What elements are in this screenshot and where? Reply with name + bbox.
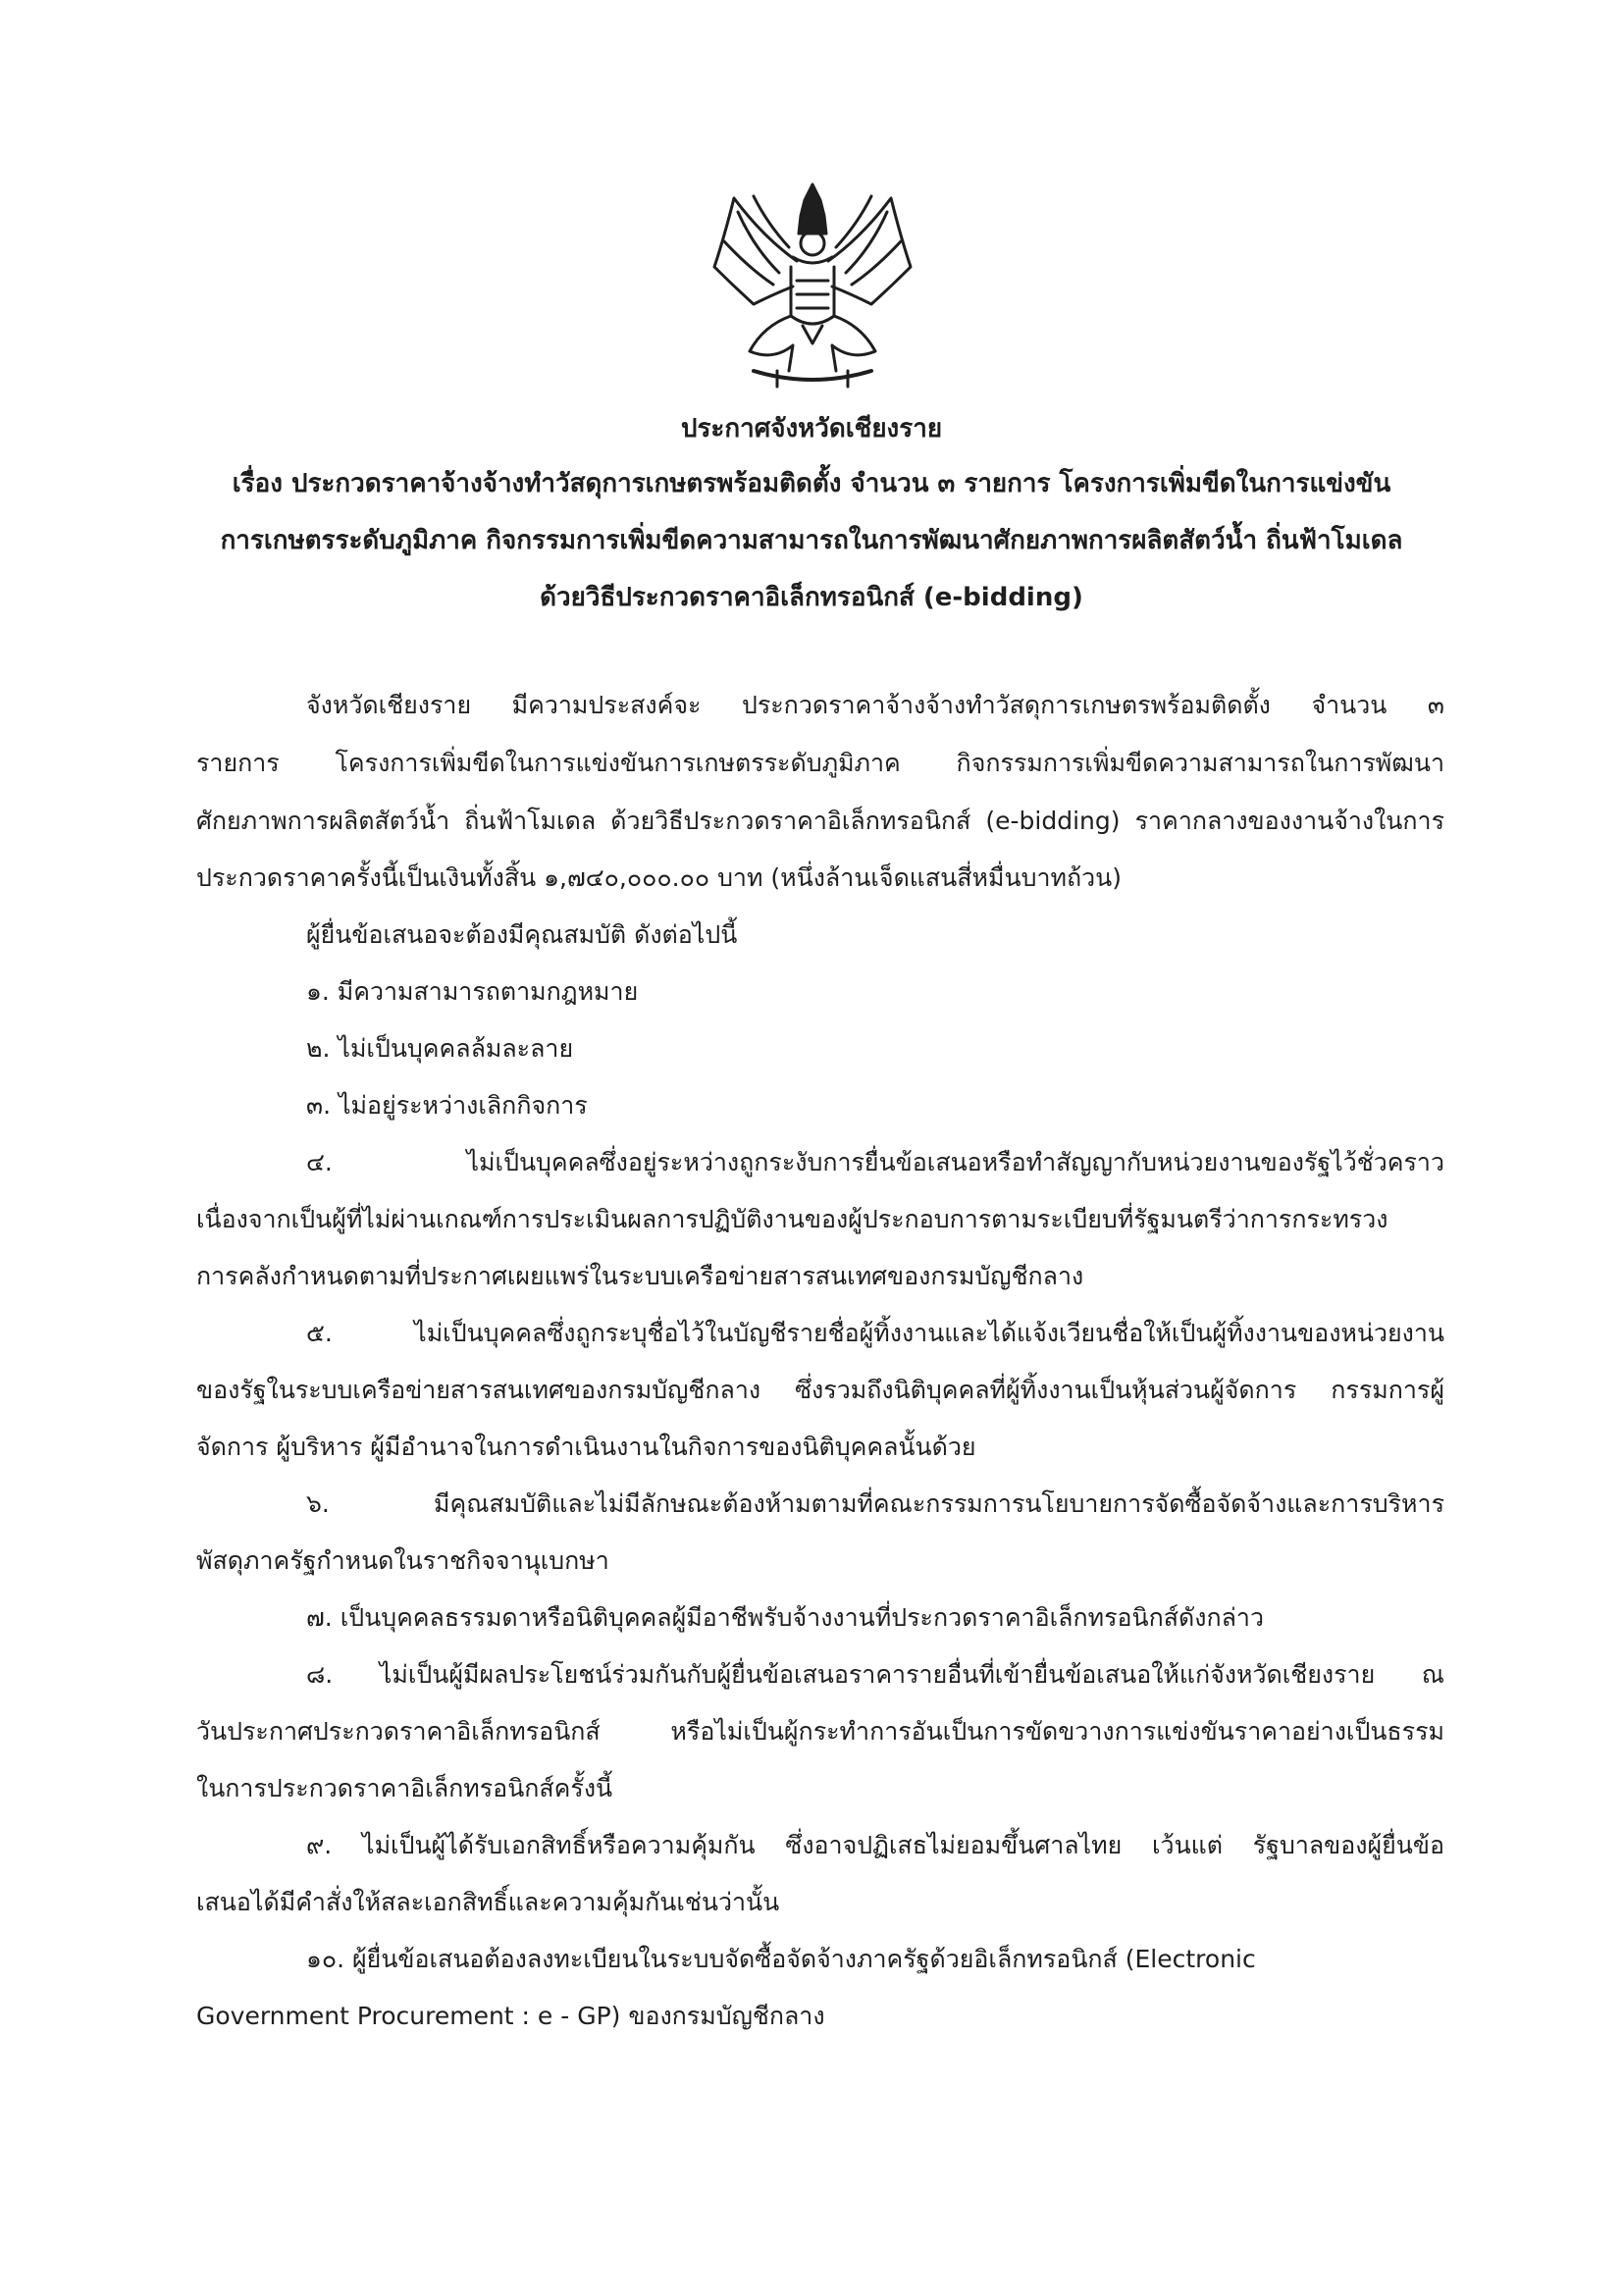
qualification-item: การคลังกำหนดตามที่ประกาศเผยแพร่ในระบบเครือข่ายสารสนเทศของกรมบัญชีกลาง <box>196 1262 1084 1290</box>
intro-line: ศักยภาพการผลิตสัตว์น้ำ ถิ่นฟ้าโมเดล ด้วยวิธีประกวดราคาอิเล็กทรอนิกส์ (e-bidding) ราคากลางของงานจ้างในการ <box>196 807 1444 835</box>
qualification-item: พัสดุภาครัฐกำหนดในราชกิจจานุเบกษา <box>196 1546 609 1575</box>
qualification-item: เนื่องจากเป็นผู้ที่ไม่ผ่านเกณฑ์การประเมินผลการปฏิบัติงานของผู้ประกอบการตามระเบียบที่รัฐมนตรีว่าการกระทรวง <box>196 1205 1388 1233</box>
qualification-item: ๖. มีคุณสมบัติและไม่มีลักษณะต้องห้ามตามที่คณะกรรมการนโยบายการจัดซื้อจัดจ้างและการบริหาร <box>306 1489 1444 1518</box>
intro-line: ประกวดราคาครั้งนี้เป็นเงินทั้งสิ้น ๑,๗๔๐,๐๐๐.๐๐ บาท (หนึ่งล้านเจ็ดแสนสี่หมื่นบาทถ้วน) <box>196 863 1122 892</box>
subject-line: เรื่อง ประกวดราคาจ้างจ้างทำวัสดุการเกษตรพร้อมติดตั้ง จำนวน ๓ รายการ โครงการเพิ่มขีดในการแข่งขัน <box>232 469 1391 498</box>
qualifications-heading: ผู้ยื่นข้อเสนอจะต้องมีคุณสมบัติ ดังต่อไปนี้ <box>306 920 738 949</box>
qualification-item: ๗. เป็นบุคคลธรรมดาหรือนิติบุคคลผู้มีอาชีพรับจ้างงานที่ประกวดราคาอิเล็กทรอนิกส์ดังกล่าว <box>306 1603 1264 1632</box>
qualification-item: ๑. มีความสามารถตามกฎหมาย <box>306 977 639 1006</box>
qualification-item: ๔. ไม่เป็นบุคคลซึ่งอยู่ระหว่างถูกระงับการยื่นข้อเสนอหรือทำสัญญากับหน่วยงานของรัฐไว้ชั่วคราว <box>306 1148 1444 1176</box>
intro-line: รายการ โครงการเพิ่มขีดในการแข่งขันการเกษตรระดับภูมิภาค กิจกรรมการเพิ่มขีดความสามารถในการพัฒนา <box>196 749 1444 777</box>
qualification-item: ๒. ไม่เป็นบุคคลล้มละลาย <box>306 1034 574 1063</box>
qualification-item: เสนอได้มีคำสั่งให้สละเอกสิทธิ์และความคุ้มกันเช่นว่านั้น <box>196 1888 780 1916</box>
intro-line: จังหวัดเชียงราย มีความประสงค์จะ ประกวดราคาจ้างจ้างทำวัสดุการเกษตรพร้อมติดตั้ง จำนวน ๓ <box>306 691 1444 719</box>
subject-line: การเกษตรระดับภูมิภาค กิจกรรมการเพิ่มขีดความสามารถในการพัฒนาศักยภาพการผลิตสัตว์น้ำ ถิ่นฟ้าโมเดล <box>220 526 1403 555</box>
qualification-item: ในการประกวดราคาอิเล็กทรอนิกส์ครั้งนี้ <box>196 1774 613 1802</box>
qualification-item: ๕. ไม่เป็นบุคคลซึ่งถูกระบุชื่อไว้ในบัญชีรายชื่อผู้ทิ้งงานและได้แจ้งเวียนชื่อให้เป็นผู้ทิ้งงานของหน่วยงาน <box>306 1319 1444 1347</box>
qualification-item: ๘. ไม่เป็นผู้มีผลประโยชน์ร่วมกันกับผู้ยื่นข้อเสนอราคารายอื่นที่เข้ายื่นข้อเสนอให้แก่จังหวัดเชียงราย ณ <box>306 1660 1444 1689</box>
qualification-item: ๓. ไม่อยู่ระหว่างเลิกกิจการ <box>306 1091 588 1120</box>
document-title: ประกาศจังหวัดเชียงราย <box>680 414 943 444</box>
qualification-item: ๙. ไม่เป็นผู้ได้รับเอกสิทธิ์หรือความคุ้มกัน ซึ่งอาจปฏิเสธไม่ยอมขึ้นศาลไทย เว้นแต่ รัฐบาลของผู้ยื่นข้อ <box>306 1831 1444 1859</box>
garuda-emblem-icon <box>695 179 930 396</box>
qualification-item: Government Procurement : e - GP) ของกรมบัญชีกลาง <box>196 2002 825 2030</box>
qualification-item: วันประกาศประกวดราคาอิเล็กทรอนิกส์ หรือไม่เป็นผู้กระทำการอันเป็นการขัดขวางการแข่งขันราคาอย่างเป็นธรรม <box>196 1717 1444 1746</box>
qualification-item: ของรัฐในระบบเครือข่ายสารสนเทศของกรมบัญชีกลาง ซึ่งรวมถึงนิติบุคคลที่ผู้ทิ้งงานเป็นหุ้นส่วนผู้จัดการ กรรมการผู้ <box>196 1376 1444 1404</box>
qualification-item: จัดการ ผู้บริหาร ผู้มีอำนาจในการดำเนินงานในกิจการของนิติบุคคลนั้นด้วย <box>196 1433 976 1461</box>
qualification-item: ๑๐. ผู้ยื่นข้อเสนอต้องลงทะเบียนในระบบจัดซื้อจัดจ้างภาครัฐด้วยอิเล็กทรอนิกส์ (Electronic <box>306 1945 1256 1973</box>
subject-line: ด้วยวิธีประกวดราคาอิเล็กทรอนิกส์ (e-bidding) <box>540 583 1083 612</box>
